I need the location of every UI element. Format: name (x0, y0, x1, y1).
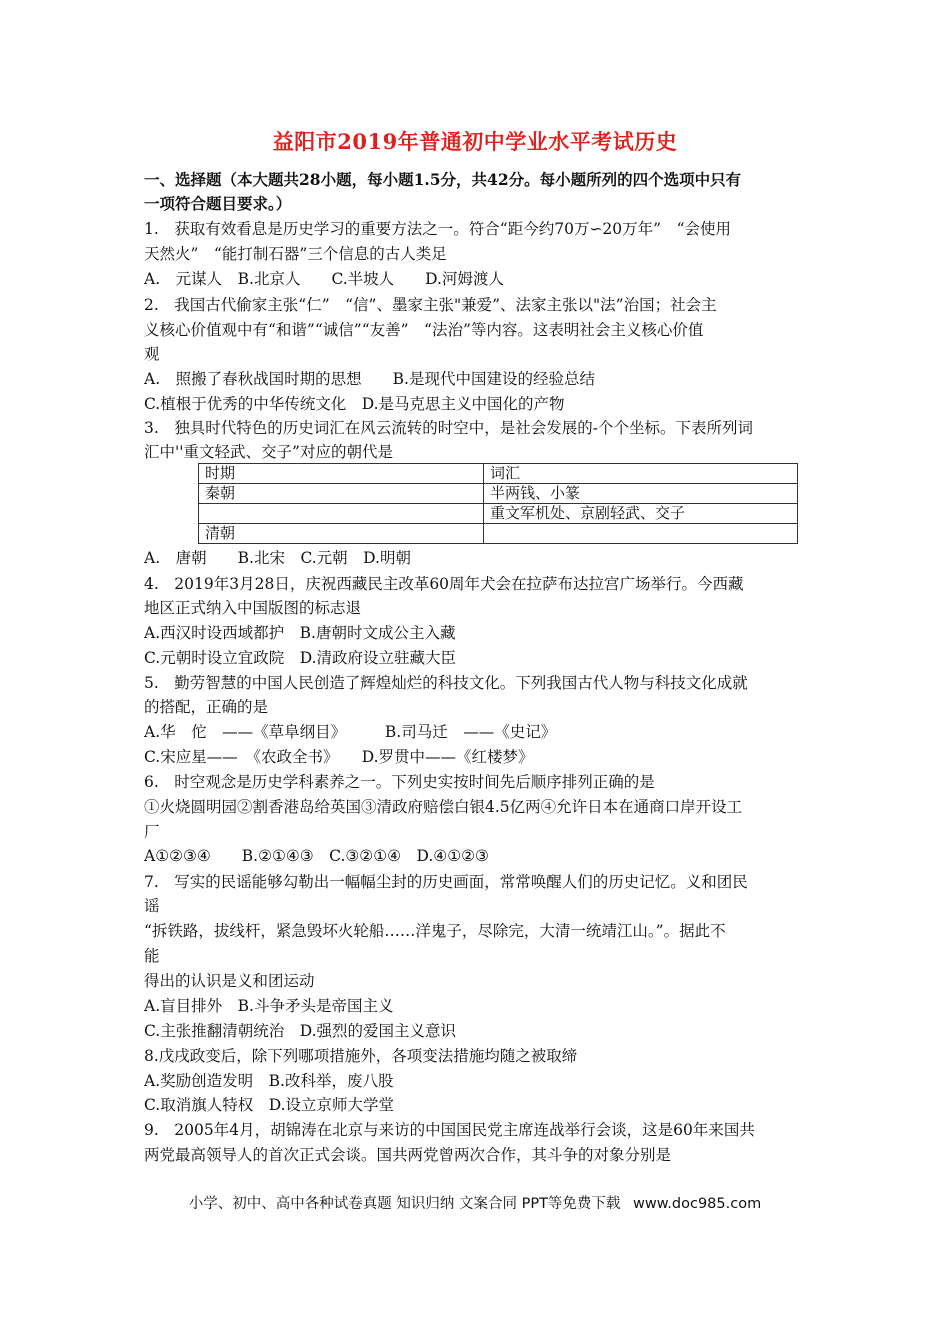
question-line: 汇中''重文轻武、交子”对应的朝代是 (144, 443, 393, 461)
table-cell: 半两钱、小篆 (484, 484, 798, 504)
table-cell (484, 524, 798, 544)
option-line: A. 照搬了春秋战国时期的思想 B.是现代中国建设的经验总结 (144, 370, 595, 388)
question-line: ①火烧圆明园②割香港岛给英国③清政府赔偿白银4.5亿两④允许日本在通商口岸开设工 (144, 798, 743, 816)
question-line: 3. 独具时代特色的历史词汇在风云流转的时空中，是社会发展的-个个坐标。下表所列词 (144, 419, 754, 437)
question-line: 两党最高领导人的首次正式会谈。国共两党曾两次合作，其斗争的对象分别是 (144, 1146, 672, 1164)
option-line: C.主张推翻清朝统治 D.强烈的爱国主义意识 (144, 1022, 457, 1040)
page-footer (0, 1192, 950, 1213)
page-title: 益阳市2019年普通初中学业水平考试历史 (272, 129, 678, 154)
question-line: 4. 2019年3月28日，庆祝西藏民主改革60周年犬会在拉萨布达拉宫广场举行。今西藏 (144, 575, 744, 593)
question-line: 的搭配，正确的是 (144, 698, 269, 716)
question-line: 能 (144, 947, 160, 965)
table-row (199, 484, 798, 504)
question-line: “拆铁路，拔线杆，紧急毁坏火轮船……洋鬼子，尽除完，大清一统靖江山。”。据此不 (144, 922, 726, 940)
footer-text: 小学、初中、高中各种试卷真题 知识归纳 文案合同 PPT等免费下载 (188, 1196, 621, 1212)
question-line: 义核心价值观中有“和谐”“诚信”“友善” “法治”等内容。这表明社会主义核心价值 (144, 321, 704, 339)
question-line: 地区正式纳入中国版图的标志退 (144, 599, 362, 617)
table-header-cell: 词汇 (484, 464, 798, 484)
option-line: C.元朝时设立宜政院 D.清政府设立驻藏大臣 (144, 649, 457, 667)
question-line: 1. 获取有效看息是历史学习的重要方法之一。符合“距今约70万∽20万年” “会使用 (144, 220, 731, 238)
table-header-row (199, 464, 798, 484)
question-line: 天然火” “能打制石器”三个信息的古人类足 (144, 245, 447, 263)
question-line: 6. 时空观念是历史学科素养之一。下列史实按时间先后顺序排列正确的是 (144, 773, 655, 791)
footer-site-link[interactable]: www.doc985.com (633, 1196, 762, 1212)
question-line: 厂 (144, 823, 160, 841)
option-line: A①②③④ B.②①④③ C.③②①④ D.④①②③ (144, 847, 489, 865)
table-cell (199, 504, 484, 524)
table-cell: 清朝 (199, 524, 484, 544)
section-heading-cont: 一项符合题目要求。） (144, 194, 292, 213)
question-line: 观 (144, 345, 160, 363)
question-line: 得出的认识是义和团运动 (144, 972, 315, 990)
table-cell: 重文军机处、京剧轻武、交子 (484, 504, 798, 524)
option-line: C.取消旗人特权 D.设立京师大学堂 (144, 1096, 395, 1114)
option-line: C.植根于优秀的中华传统文化 D.是马克思主义中国化的产物 (144, 395, 565, 413)
question-line: 2. 我国古代偷家主张“仁” “信”、墨家主张"兼爱”、法家主张以"法”治国；社会主 (144, 296, 717, 314)
option-line: A.华 佗 ——《草阜纲目》 B.司马迁 ——《史记》 (144, 723, 557, 741)
option-line: A. 唐朝 B.北宋 C.元朝 D.明朝 (144, 549, 411, 567)
question-line: 谣 (144, 897, 160, 915)
option-line: C.宋应星—— 《农政全书》 D.罗贯中——《红楼梦》 (144, 748, 534, 766)
question-line: 8.戊戌政变后，除下列哪项措施外，各项变法措施均随之被取缔 (144, 1047, 578, 1065)
table-header-cell: 时期 (199, 464, 484, 484)
option-line: A.西汉时设西域都护 B.唐朝时文成公主入藏 (144, 624, 456, 642)
option-line: A.奖励创造发明 B.改科举，废八股 (144, 1072, 394, 1090)
question-line: 9. 2005年4月，胡锦涛在北京与来访的中国国民党主席连战举行会谈，这是60年来国共 (144, 1121, 755, 1139)
table-cell: 秦朝 (199, 484, 484, 504)
question-line: 5. 勤劳智慧的中国人民创造了辉煌灿烂的科技文化。下列我国古代人物与科技文化成就 (144, 674, 748, 692)
table-row (199, 504, 798, 524)
question-line: 7. 写实的民谣能够勾勒出一幅幅尘封的历史画面，常常唤醒人们的历史记忆。义和团民 (144, 873, 748, 891)
option-line: A. 元谋人 B.北京人 C.半坡人 D.河姆渡人 (144, 270, 504, 288)
table-row (199, 524, 798, 544)
option-line: A.盲目排外 B.斗争矛头是帝国主义 (144, 997, 394, 1015)
vocabulary-table (198, 463, 798, 544)
section-heading: 一、选择题（本大题共28小题，每小题1.5分，共42分。每小题所列的四个选项中只有 (144, 170, 742, 189)
